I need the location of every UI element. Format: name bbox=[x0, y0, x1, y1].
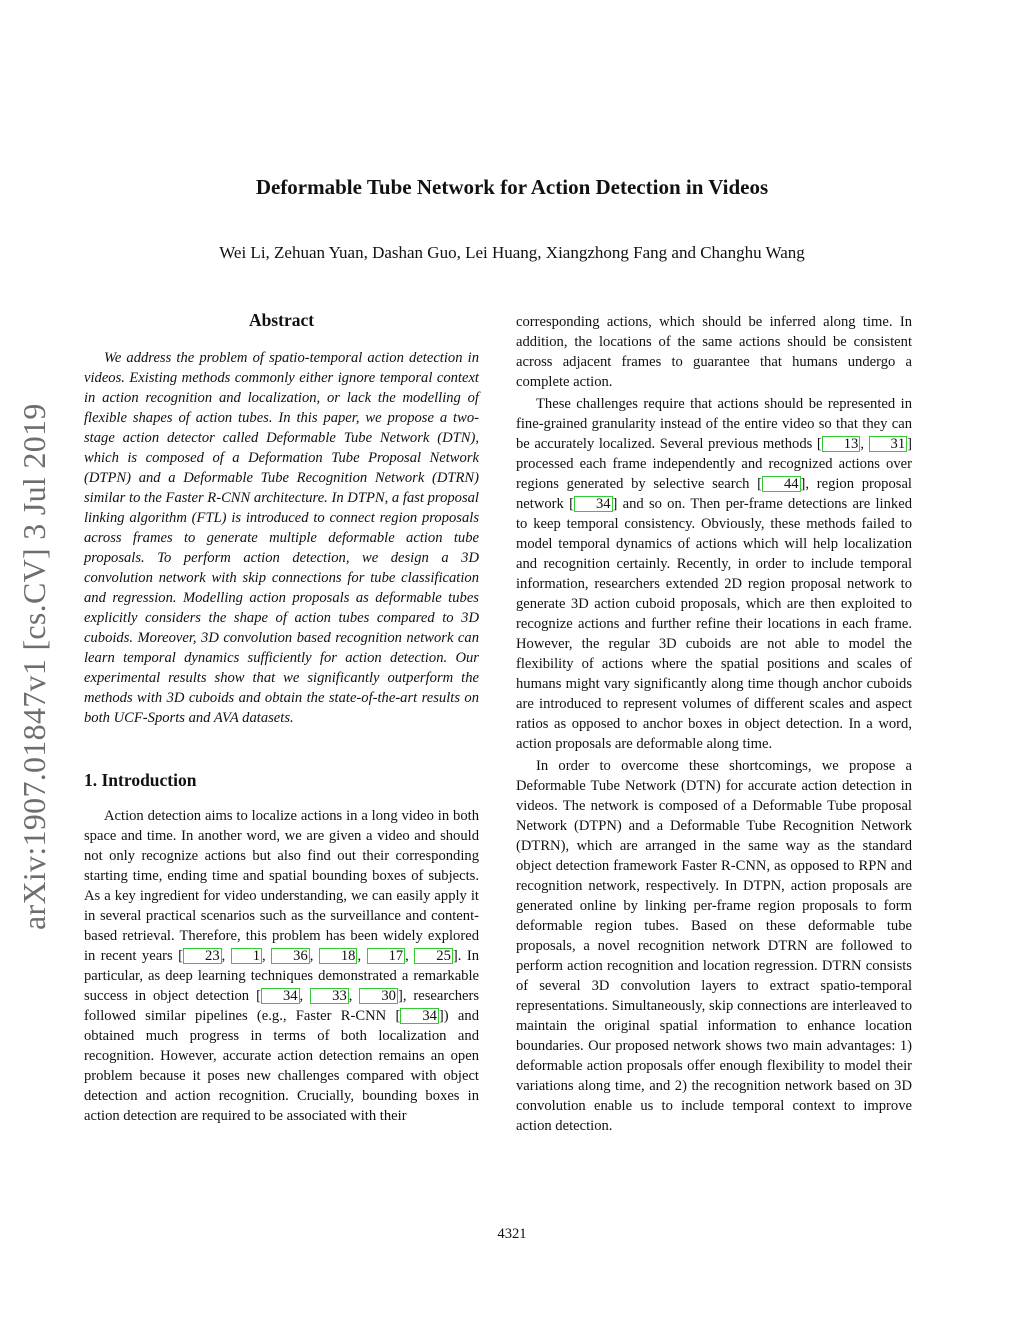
paragraph-text: , region proposal network bbox=[516, 476, 912, 512]
section-heading-introduction: 1. Introduction bbox=[84, 770, 197, 790]
paragraph-text: ) and obtained much progress in terms of both localization and recognition. However, accurate action detection remains an open problem because it poses new challenges compared with object detection and action recognition. Crucially, bounding boxes in action detection are required to be associated with their bbox=[84, 1008, 479, 1124]
citation-link[interactable]: 34 bbox=[400, 1008, 439, 1024]
paragraph-text: These challenges require that actions should be represented in fine-grained granularity instead of the entire video so that they can be accurately localized. Several previous methods bbox=[516, 396, 912, 452]
right-column bbox=[516, 312, 912, 1136]
citation-link[interactable]: 31 bbox=[869, 436, 908, 452]
citation-link[interactable]: 36 bbox=[271, 948, 310, 964]
abstract-heading: Abstract bbox=[248, 310, 315, 330]
citation-link[interactable]: 34 bbox=[574, 496, 613, 512]
paragraph-text: processed each frame independently and recognized actions over regions generated by selective search bbox=[516, 456, 912, 492]
left-column bbox=[84, 308, 479, 1126]
citation-link[interactable]: 18 bbox=[319, 948, 358, 964]
paragraph-text: . In particular, as deep learning techniques demonstrated a remarkable success in object detection bbox=[84, 948, 479, 1004]
citation-link[interactable]: 1 bbox=[231, 948, 262, 964]
abstract-text: We address the problem of spatio-temporal action detection in videos. Existing methods commonly either ignore temporal context in action recognition and localization, or lack the modelling of flexible shapes of action tubes. In this paper, we propose a two-stage action detector called Deformable Tube Network (DTN), which is composed of a Deformation Tube Proposal Network (DTPN) and a Deformable Tube Recognition Network (DTRN) similar to the Faster R-CNN architecture. In DTPN, a fast proposal linking algorithm (FTL) is introduced to connect region proposals across frames to generate multiple deformable action tube proposals. To perform action detection, we design a 3D convolution network with skip connections for tube classification and regression. Modelling action proposals as deformable tubes explicitly considers the shape of action tubes compared to 3D cuboids. Moreover, 3D convolution based recognition network can learn temporal dynamics sufficiently for action detection. Our experimental results show that we significantly outperform the methods with 3D cuboids and obtain the state-of-the-art results on both UCF-Sports and AVA datasets. bbox=[84, 350, 479, 726]
citation-link[interactable]: 23 bbox=[183, 948, 222, 964]
citation-link[interactable]: 17 bbox=[367, 948, 406, 964]
paragraph-text: and so on. Then per-frame detections are linked to keep temporal consistency. Obviously, these methods failed to model temporal dynamics of actions which will help localization and recognition certainly. Recently, in order to include temporal information, researchers extended 2D region proposal network to generate 3D action cuboid proposals, which are then exploited to recognize actions and further refine their locations in each frame. However, the regular 3D cuboids are not able to model the flexibility of actions where the spatial positions and scales of humans might vary significantly along time though anchor cuboids are introduced to represent volumes of different scales and aspect ratios as opposed to anchor boxes in object detection. In a word, action proposals are deformable along time. bbox=[516, 496, 912, 752]
author-list: Wei Li, Zehuan Yuan, Dashan Guo, Lei Huang, Xiangzhong Fang and Changhu Wang bbox=[219, 243, 805, 262]
citation-link[interactable]: 13 bbox=[822, 436, 861, 452]
arxiv-watermark: arXiv:1907.01847v1 [cs.CV] 3 Jul 2019 bbox=[16, 403, 52, 930]
citation-link[interactable]: 34 bbox=[261, 988, 300, 1004]
citation-link[interactable]: 44 bbox=[762, 476, 801, 492]
citation-link[interactable]: 30 bbox=[359, 988, 398, 1004]
intro-paragraph-3: These challenges require that actions should be represented in fine-grained granularity instead of the entire video so that they can be accurately localized. Several previous methods [ 13 , 31 ] processed each frame independently and recognized actions over regions generated by selective search [ 44 ], region proposal network [ 34 ] and so on. Then per-frame detections are linked to keep temporal consistency. Obviously, these methods failed to model temporal dynamics of actions which will help localization and recognition certainly. Recently, in order to include temporal information, researchers extended 2D region proposal network to generate 3D action cuboid proposals, which are then exploited to recognize actions and further refine their locations in each frame. However, the regular 3D cuboids are not able to model the flexibility of actions where the spatial positions and scales of humans might vary significantly along time though anchor cuboids are introduced to represent volumes of different scales and aspect ratios as opposed to anchor boxes in object detection. In a word, action proposals are deformable along time. bbox=[516, 396, 913, 752]
paragraph-text: , researchers followed similar pipelines (e.g., Faster R-CNN bbox=[84, 988, 480, 1024]
paragraph-text: Action detection aims to localize actions in a long video in both space and time. In another word, we are given a video and should not only recognize actions but also find out their corresponding starting time, ending time and spatial bounding boxes of subjects. As a key ingredient for video understanding, we can easily apply it in several practical scenarios such as the surveillance and content-based retrieval. Therefore, this problem has been widely explored in recent years bbox=[84, 808, 479, 964]
citation-link[interactable]: 25 bbox=[414, 948, 453, 964]
page-number: 4321 bbox=[497, 1226, 527, 1242]
intro-paragraph-4: In order to overcome these shortcomings, we propose a Deformable Tube Network (DTN) for accurate action detection in videos. The network is composed of a Deformable Tube proposal Network (DTPN) and a Deformable Tube Recognition Network (DTRN), which are arranged in the same way as the standard object detection framework Faster R-CNN, as opposed to RPN and recognition network, respectively. In DTPN, action proposals are generated online by linking per-frame region proposals to form deformable region tubes. Based on these deformable tube proposals, a novel recognition network DTRN are followed to perform action recognition and location regression. DTRN consists of several 3D convolution layers to extract spatio-temporal representations. Simultaneously, skip connections are interleaved to maintain the original spatial information to enhance location boundaries. Our proposed network shows two main advantages: 1) deformable action proposals offer enough flexibility to model their variations along time, and 2) the recognition network based on 3D convolution enable us to include temporal context to improve action detection. bbox=[516, 758, 912, 1134]
intro-paragraph-2: corresponding actions, which should be inferred along time. In addition, the locations of the same actions should be consistent across adjacent frames to guarantee that humans undergo a complete action. bbox=[516, 314, 912, 390]
intro-paragraph-1: Action detection aims to localize actions in a long video in both space and time. In another word, we are given a video and should not only recognize actions but also find out their corresponding starting time, ending time and spatial bounding boxes of subjects. As a key ingredient for video understanding, we can easily apply it in several practical scenarios such as the surveillance and content-based retrieval. Therefore, this problem has been widely explored in recent years [ 23 , 1 , 36 , 18 , 17 , 25 ]. In particular, as deep learning techniques demonstrated a remarkable success in object detection [ 34 , 33 , 30 ], researchers followed similar pipelines (e.g., Faster R-CNN [ 34 ]) and obtained much progress in terms of both localization and recognition. However, accurate action detection remains an open problem because it poses new challenges compared with object detection and action recognition. Crucially, bounding boxes in action detection are required to be associated with their bbox=[84, 808, 480, 1124]
citation-link[interactable]: 33 bbox=[310, 988, 349, 1004]
paper-title: Deformable Tube Network for Action Detection in Videos bbox=[255, 175, 769, 199]
